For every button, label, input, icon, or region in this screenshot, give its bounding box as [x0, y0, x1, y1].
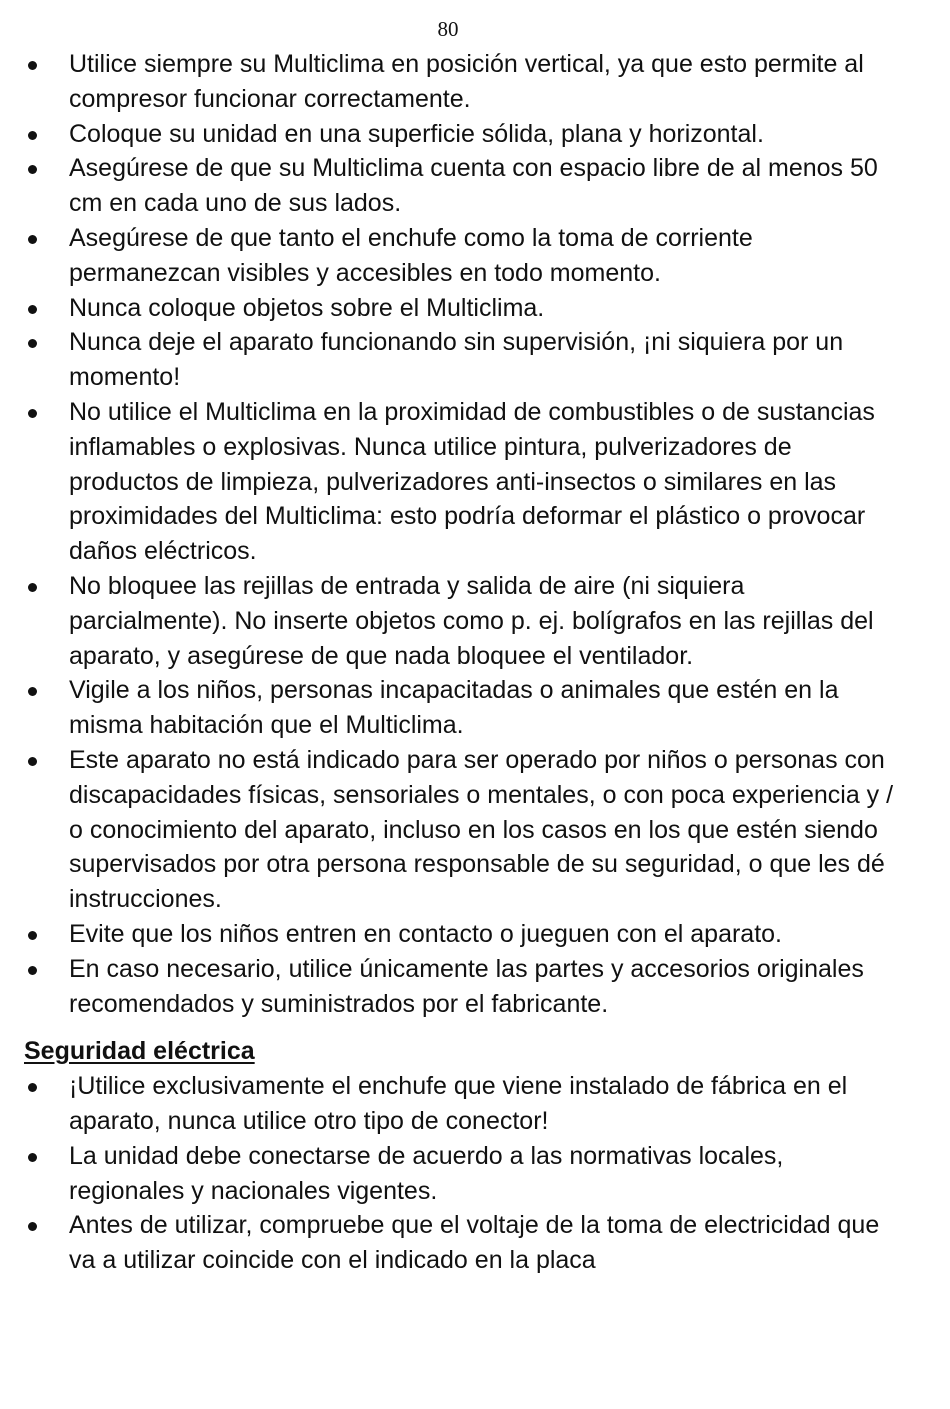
list-item-text: En caso necesario, utilice únicamente las partes y accesorios originales recomendados y suministrados por el fabricante.: [69, 954, 864, 1018]
list-item-text: Utilice siempre su Multiclima en posición vertical, ya que esto permite al compresor funcionar correctamente.: [69, 50, 864, 113]
list-item: [24, 1139, 904, 1209]
list-item: [24, 117, 904, 152]
list-item-text: La unidad debe conectarse de acuerdo a las normativas locales, regionales y nacionales vigentes.: [69, 1141, 784, 1205]
list-item-text: No bloquee las rejillas de entrada y salida de aire (ni siquiera parcialmente). No inserte objetos como p. ej. bolígrafos en las rejillas del aparato, y asegúrese de que nada bloquee el ventilador.: [69, 571, 874, 670]
list-item: [24, 743, 904, 917]
electrical-safety-list: [24, 1069, 904, 1278]
bullet-icon: [28, 339, 37, 348]
list-item: [24, 917, 904, 952]
list-item: [24, 1208, 904, 1278]
section-heading: Seguridad eléctrica: [24, 1037, 255, 1066]
list-item: [24, 395, 904, 569]
list-item: [24, 221, 904, 291]
bullet-icon: [28, 1083, 37, 1092]
list-item: [24, 1069, 904, 1139]
list-item-text: Nunca coloque objetos sobre el Multiclima.: [69, 293, 545, 322]
list-item-text: Vigile a los niños, personas incapacitadas o animales que estén en la misma habitación que el Multiclima.: [69, 676, 839, 740]
list-item-text: Nunca deje el aparato funcionando sin supervisión, ¡ni siquiera por un momento!: [69, 328, 844, 392]
list-item: [24, 952, 904, 1022]
bullet-icon: [28, 757, 37, 766]
bullet-icon: [28, 583, 37, 592]
list-item: [24, 325, 904, 395]
bullet-icon: [28, 1153, 37, 1162]
list-item-text: ¡Utilice exclusivamente el enchufe que viene instalado de fábrica en el aparato, nunca utilice otro tipo de conector!: [69, 1072, 848, 1135]
list-item-text: Antes de utilizar, compruebe que el voltaje de la toma de electricidad que va a utilizar coincide con el indicado en la placa: [69, 1211, 880, 1275]
bullet-icon: [28, 61, 37, 70]
bullet-icon: [28, 165, 37, 174]
bullet-icon: [28, 966, 37, 975]
safety-list: [24, 47, 904, 1021]
list-item: [24, 47, 904, 117]
document-body: [24, 47, 904, 1278]
list-item-text: Este aparato no está indicado para ser operado por niños o personas con discapacidades físicas, sensoriales o mentales, o con poca experiencia y / o conocimiento del aparato, incluso en los casos en los que estén siendo supervisados por otra persona responsable de su seguridad, o que les dé instrucciones.: [69, 745, 894, 914]
bullet-icon: [28, 131, 37, 140]
list-item-text: No utilice el Multiclima en la proximidad de combustibles o de sustancias inflamables o explosivas. Nunca utilice pintura, pulverizadores de productos de limpieza, pulverizadores anti-insectos o similares en las proximidades del Multiclima: esto podría deformar el plástico o provocar daños eléctricos.: [69, 397, 875, 566]
list-item-text: Asegúrese de que su Multiclima cuenta con espacio libre de al menos 50 cm en cada uno de sus lados.: [69, 154, 878, 218]
list-item: [24, 673, 904, 743]
bullet-icon: [28, 687, 37, 696]
bullet-icon: [28, 235, 37, 244]
list-item: [24, 291, 904, 326]
page-number: 80: [437, 17, 459, 41]
list-item: [24, 151, 904, 221]
list-item-text: Asegúrese de que tanto el enchufe como la toma de corriente permanezcan visibles y accesibles en todo momento.: [69, 223, 753, 287]
list-item-text: Evite que los niños entren en contacto o jueguen con el aparato.: [69, 919, 783, 948]
list-item: [24, 569, 904, 673]
bullet-icon: [28, 931, 37, 940]
bullet-icon: [28, 409, 37, 418]
bullet-icon: [28, 1222, 37, 1231]
bullet-icon: [28, 305, 37, 314]
list-item-text: Coloque su unidad en una superficie sólida, plana y horizontal.: [69, 119, 764, 148]
